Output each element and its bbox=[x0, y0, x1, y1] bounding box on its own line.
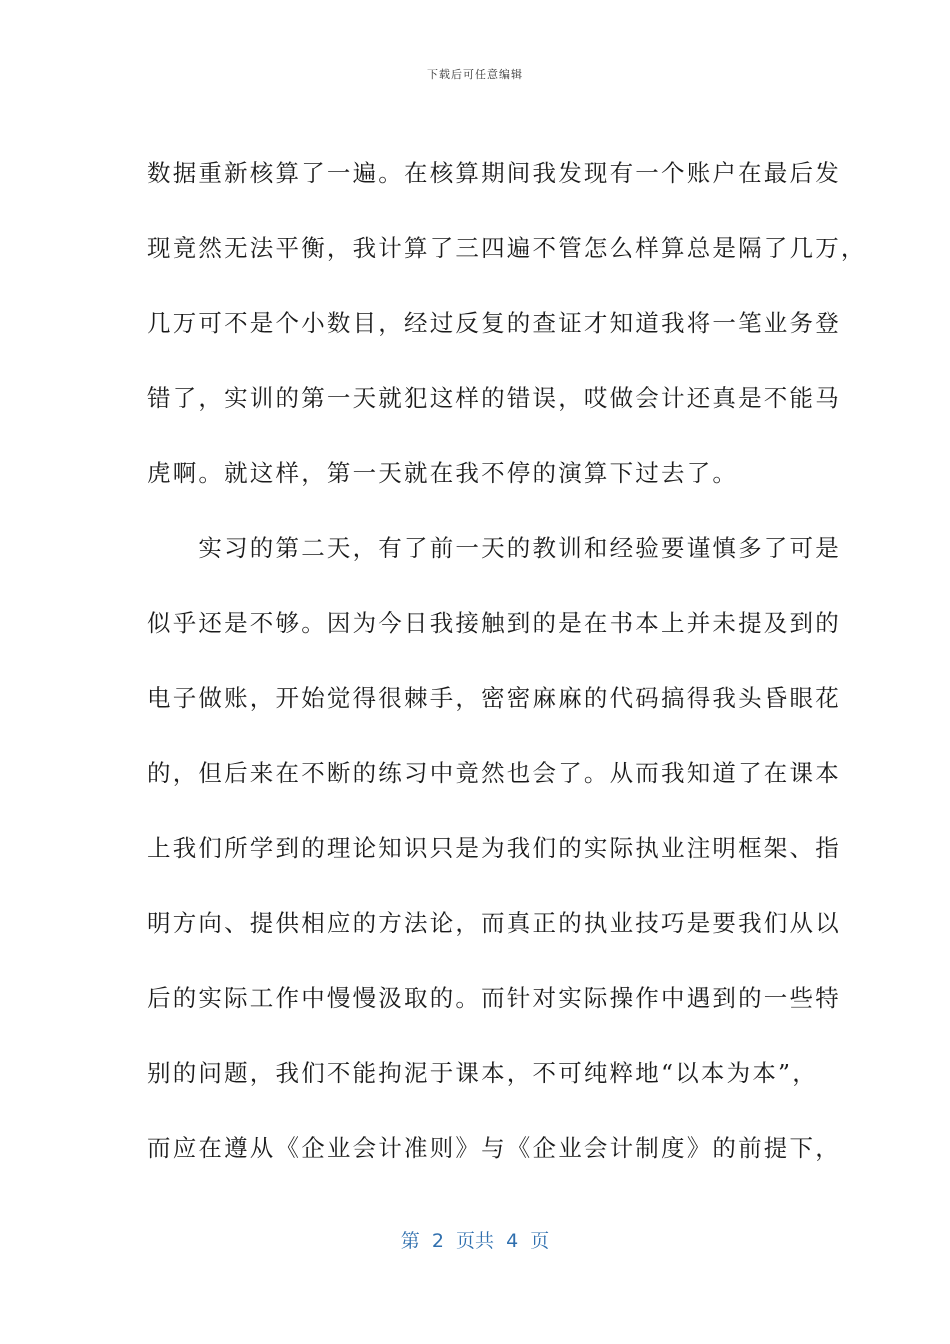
document-body bbox=[147, 136, 867, 1186]
text-line: 几万可不是个小数目，经过反复的查证才知道我将一笔业务登 bbox=[147, 309, 841, 337]
text-line: 明方向、提供相应的方法论，而真正的执业技巧是要我们从以 bbox=[147, 909, 841, 937]
text-line: 而应在遵从《企业会计准则》与《企业会计制度》的前提下， bbox=[147, 1134, 841, 1162]
page-header: 下载后可任意编辑 bbox=[427, 68, 523, 81]
text-line: 电子做账，开始觉得很棘手，密密麻麻的代码搞得我头昏眼花 bbox=[147, 684, 841, 712]
text-line: 实习的第二天，有了前一天的教训和经验要谨慎多了可是 bbox=[147, 534, 841, 562]
text-line: 现竟然无法平衡，我计算了三四遍不管怎么样算总是隔了几万， bbox=[147, 234, 867, 262]
text-line: 似乎还是不够。因为今日我接触到的是在书本上并未提及到的 bbox=[147, 609, 841, 637]
text-line: 上我们所学到的理论知识只是为我们的实际执业注明框架、指 bbox=[147, 834, 841, 862]
text-line: 数据重新核算了一遍。在核算期间我发现有一个账户在最后发 bbox=[147, 159, 841, 187]
text-line: 别的问题，我们不能拘泥于课本，不可纯粹地“以本为本”， bbox=[147, 1059, 818, 1087]
text-line: 错了，实训的第一天就犯这样的错误，哎做会计还真是不能马 bbox=[147, 384, 841, 412]
text-line: 虎啊。就这样，第一天就在我不停的演算下过去了。 bbox=[147, 459, 739, 487]
text-line: 后的实际工作中慢慢汲取的。而针对实际操作中遇到的一些特 bbox=[147, 984, 841, 1012]
page-number-footer: 第 2 页共 4 页 bbox=[400, 1230, 550, 1252]
text-line: 的，但后来在不断的练习中竟然也会了。从而我知道了在课本 bbox=[147, 759, 841, 787]
